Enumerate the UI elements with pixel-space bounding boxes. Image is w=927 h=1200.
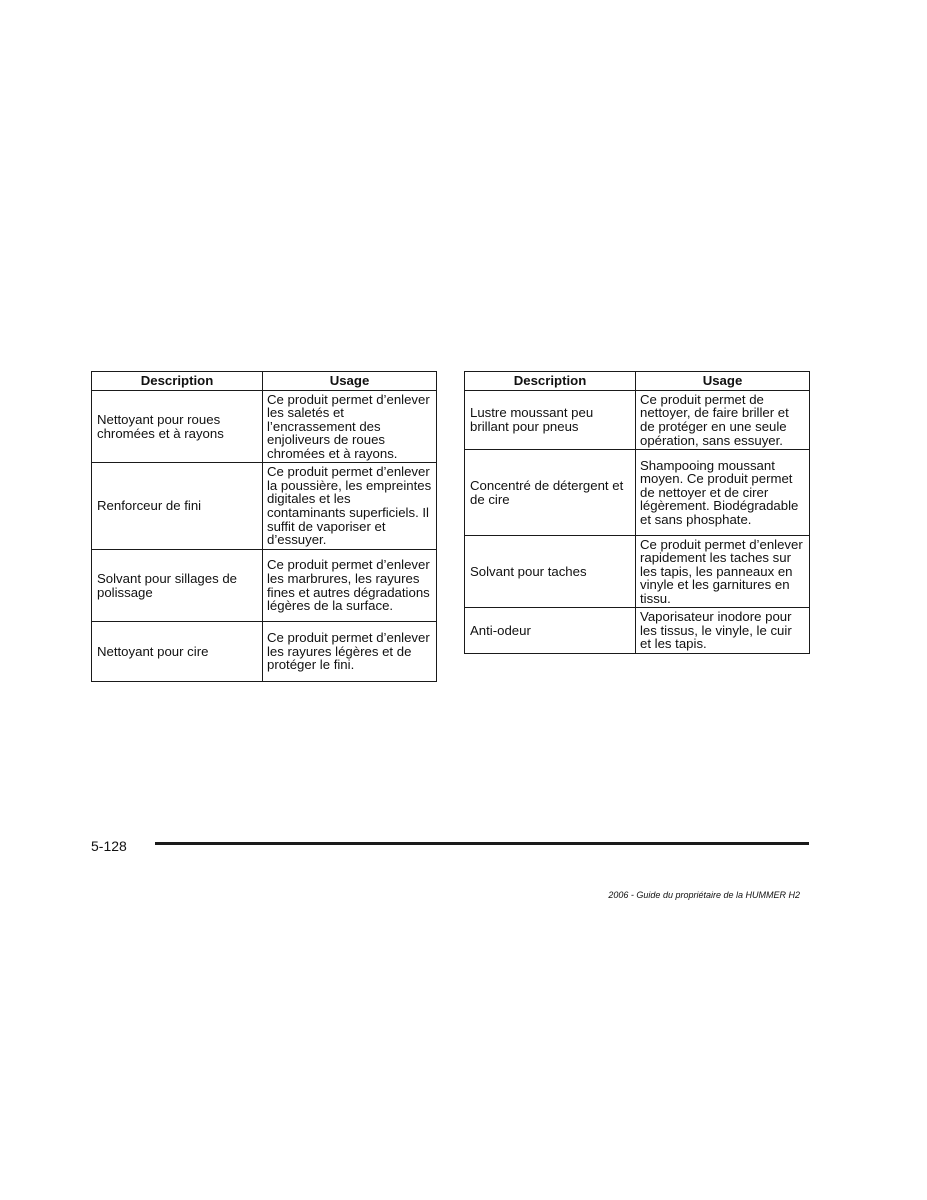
product-description: Nettoyant pour cire xyxy=(92,622,263,682)
footer-caption: 2006 - Guide du propriétaire de la HUMMER H2 xyxy=(608,890,800,900)
product-usage: Ce produit permet d’enlever rapidement les taches sur les tapis, les panneaux en vinyle et les garnitures en tissu. xyxy=(636,536,810,608)
product-description: Solvant pour sillages de polissage xyxy=(92,550,263,622)
product-description: Solvant pour taches xyxy=(465,536,636,608)
product-description: Concentré de détergent et de cire xyxy=(465,450,636,536)
table-row xyxy=(92,391,437,463)
product-description: Anti-odeur xyxy=(465,608,636,654)
product-usage: Ce produit permet d’enlever les saletés et l’encrassement des enjoliveurs de roues chromées et à rayons. xyxy=(263,391,437,463)
column-header-usage: Usage xyxy=(263,372,437,391)
table-row xyxy=(92,463,437,550)
product-description: Nettoyant pour roues chromées et à rayons xyxy=(92,391,263,463)
column-header-description: Description xyxy=(465,372,636,391)
product-description: Renforceur de fini xyxy=(92,463,263,550)
column-header-description: Description xyxy=(92,372,263,391)
product-usage: Ce produit permet de nettoyer, de faire briller et de protéger en une seule opération, sans essuyer. xyxy=(636,391,810,450)
footer-divider xyxy=(155,842,809,845)
product-usage: Ce produit permet d’enlever les marbrures, les rayures fines et autres dégradations légères de la surface. xyxy=(263,550,437,622)
table-row xyxy=(92,622,437,682)
table-row xyxy=(465,450,810,536)
table-row xyxy=(92,550,437,622)
table-row xyxy=(465,536,810,608)
product-usage: Ce produit permet d’enlever les rayures légères et de protéger le fini. xyxy=(263,622,437,682)
table-row xyxy=(465,608,810,654)
product-usage: Ce produit permet d’enlever la poussière, les empreintes digitales et les contaminants superficiels. Il suffit de vaporiser et d’essuyer. xyxy=(263,463,437,550)
product-usage: Vaporisateur inodore pour les tissus, le vinyle, le cuir et les tapis. xyxy=(636,608,810,654)
table-header-row xyxy=(465,372,810,391)
column-header-usage: Usage xyxy=(636,372,810,391)
cleaning-products-table-left xyxy=(91,371,437,682)
cleaning-products-table-right xyxy=(464,371,810,654)
product-description: Lustre moussant peu brillant pour pneus xyxy=(465,391,636,450)
product-usage: Shampooing moussant moyen. Ce produit permet de nettoyer et de cirer légèrement. Biodégradable et sans phosphate. xyxy=(636,450,810,536)
table-header-row xyxy=(92,372,437,391)
page-number: 5-128 xyxy=(91,838,127,854)
table-row xyxy=(465,391,810,450)
